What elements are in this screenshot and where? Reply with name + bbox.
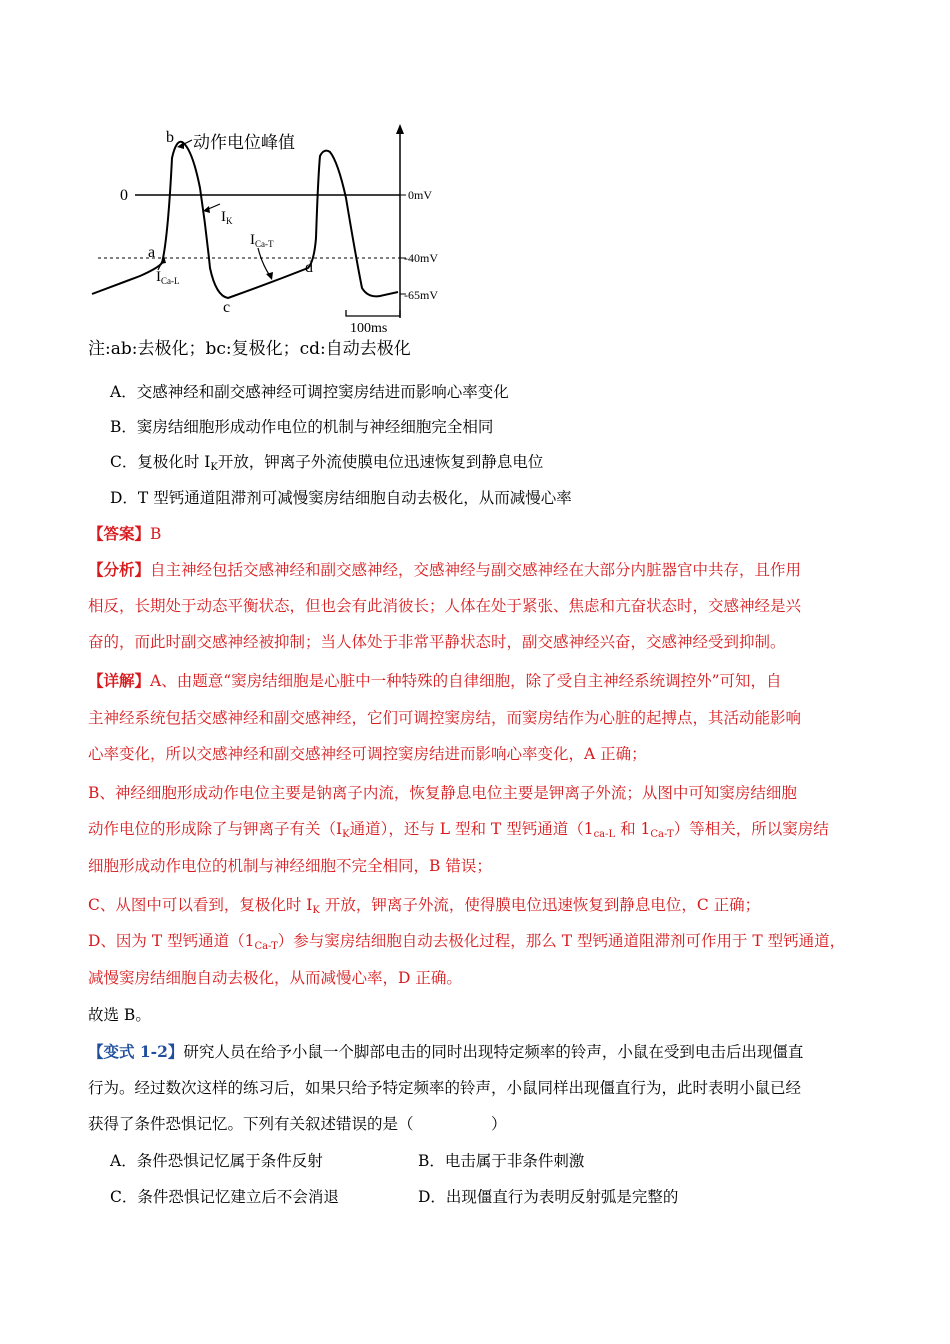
- icat-arrow-icon: [258, 248, 270, 276]
- detail-5e: 和 1: [615, 820, 651, 838]
- variant-line-2: 行为。经过数次这样的练习后，如果只给予特定频率的铃声，小鼠同样出现僵直行为，此时表明小鼠已经: [88, 1079, 802, 1097]
- action-potential-curve: [92, 142, 398, 298]
- label-point-c: c: [223, 299, 231, 316]
- analysis-line-2: 相反，长期处于动态平衡状态，但也会有此消彼长；人体在处于紧张、焦虑和亢奋状态时，交感神经是兴: [88, 597, 802, 615]
- detail-5c: 通道），还与 L 型和 T 型钙通道（1: [349, 820, 594, 838]
- label-peak: 动作电位峰值: [193, 133, 295, 152]
- detail-line-5: [88, 818, 829, 846]
- analysis-label: 【分析】: [88, 560, 151, 579]
- detail-5a: 动作电位的形成除了与钾离子有关（I: [88, 820, 343, 838]
- figure-note: 注:ab:去极化；bc:复极化；cd:自动去极化: [88, 339, 411, 359]
- detail-label: 【详解】: [88, 671, 151, 690]
- detail-7c: 开放，钾离子外流，使得膜电位迅速恢复到静息电位，C 正确；: [319, 896, 761, 914]
- answer: [88, 523, 161, 545]
- label-ical: $I_{Ca-L}$: [156, 269, 180, 286]
- label-ik: $I_K$: [221, 209, 233, 226]
- answer-value: B: [150, 525, 162, 543]
- detail-text-1: A、由题意“窦房结细胞是心脏中一种特殊的自律细胞，除了受自主神经系统调控外”可知，自: [150, 672, 782, 690]
- action-potential-figure: [80, 118, 460, 338]
- option-d: D．T 型钙通道阻滞剂可减慢窦房结细胞自动去极化，从而减慢心率: [110, 489, 572, 507]
- label-point-d: d: [305, 259, 313, 276]
- option-c-post: 开放，钾离子外流使膜电位迅速恢复到静息电位: [217, 453, 544, 471]
- detail-8a: D、因为 T 型钙通道（1: [88, 932, 255, 950]
- label-65mv: -65mV: [404, 288, 438, 302]
- option-b: B．窦房结细胞形成动作电位的机制与神经细胞完全相同: [110, 418, 494, 436]
- detail-line-9: 减慢窦房结细胞自动去极化，从而减慢心率，D 正确。: [88, 969, 462, 987]
- label-point-b: b: [166, 129, 174, 146]
- detail-8b: Ca-T: [254, 941, 278, 952]
- detail-line-1: [88, 670, 782, 692]
- label-40mv: -40mV: [404, 251, 438, 265]
- detail-5g: ）等相关，所以窦房结: [673, 820, 829, 838]
- label-point-a: a: [148, 244, 156, 261]
- label-icat: $I_{Ca-T}$: [250, 232, 274, 249]
- analysis-text-1: 自主神经包括交感神经和副交感神经，交感神经与副交感神经在大部分内脏器官中共存，且作用: [150, 561, 802, 579]
- option-c-pre: C．复极化时 I: [110, 453, 211, 471]
- detail-line-7: [88, 894, 760, 922]
- detail-line-3: 心率变化，所以交感神经和副交感神经可调控窦房结进而影响心率变化，A 正确；: [88, 745, 647, 763]
- variant-option-b: B．电击属于非条件刺激: [418, 1152, 585, 1170]
- scale-bar: [346, 310, 400, 316]
- label-0mv: 0mV: [408, 188, 432, 202]
- label-scale: 100ms: [350, 321, 388, 336]
- variant-text-1: 研究人员在给予小鼠一个脚部电击的同时出现特定频率的铃声，小鼠在受到电击后出现僵直: [183, 1043, 804, 1061]
- detail-5b: K: [342, 829, 350, 840]
- variant-label: 【变式 1-2】: [88, 1042, 184, 1061]
- answer-label: 【答案】: [88, 524, 151, 543]
- variant-line-1: [88, 1041, 803, 1063]
- variant-option-d: D．出现僵直行为表明反射弧是完整的: [418, 1188, 679, 1206]
- detail-line-2: 主神经系统包括交感神经和副交感神经，它们可调控窦房结，而窦房结作为心脏的起搏点，其活动能影响: [88, 709, 802, 727]
- conclusion: 故选 B。: [88, 1006, 151, 1024]
- option-c: [110, 451, 543, 479]
- option-c-sub: K: [210, 462, 218, 473]
- analysis-line-1: [88, 559, 801, 581]
- detail-5f: Ca-T: [650, 829, 674, 840]
- label-zero: 0: [120, 187, 128, 204]
- analysis-line-3: 奋的，而此时副交感神经被抑制；当人体处于非常平静状态时，副交感神经兴奋，交感神经受到抑制。: [88, 633, 786, 651]
- detail-5d: ca-L: [593, 829, 616, 840]
- variant-option-c: C．条件恐惧记忆建立后不会消退: [110, 1188, 339, 1206]
- variant-option-a: A．条件恐惧记忆属于条件反射: [110, 1152, 323, 1170]
- detail-line-8: [88, 930, 845, 958]
- detail-line-6: 细胞形成动作电位的机制与神经细胞不完全相同，B 错误；: [88, 857, 492, 875]
- icat-arrowhead-icon: [266, 272, 273, 280]
- detail-8c: ）参与窦房结细胞自动去极化过程，那么 T 型钙通道阻滞剂可作用于 T 型钙通道，: [277, 932, 846, 950]
- detail-line-4: B、神经细胞形成动作电位主要是钠离子内流，恢复静息电位主要是钾离子外流；从图中可知窦房结细胞: [88, 784, 797, 802]
- option-a: A．交感神经和副交感神经可调控窦房结进而影响心率变化: [110, 383, 509, 401]
- detail-7b: K: [312, 905, 320, 916]
- axis-arrow-icon: [396, 124, 404, 134]
- detail-7a: C、从图中可以看到，复极化时 I: [88, 896, 313, 914]
- variant-line-3: 获得了条件恐惧记忆。下列有关叙述错误的是（ ）: [88, 1115, 507, 1133]
